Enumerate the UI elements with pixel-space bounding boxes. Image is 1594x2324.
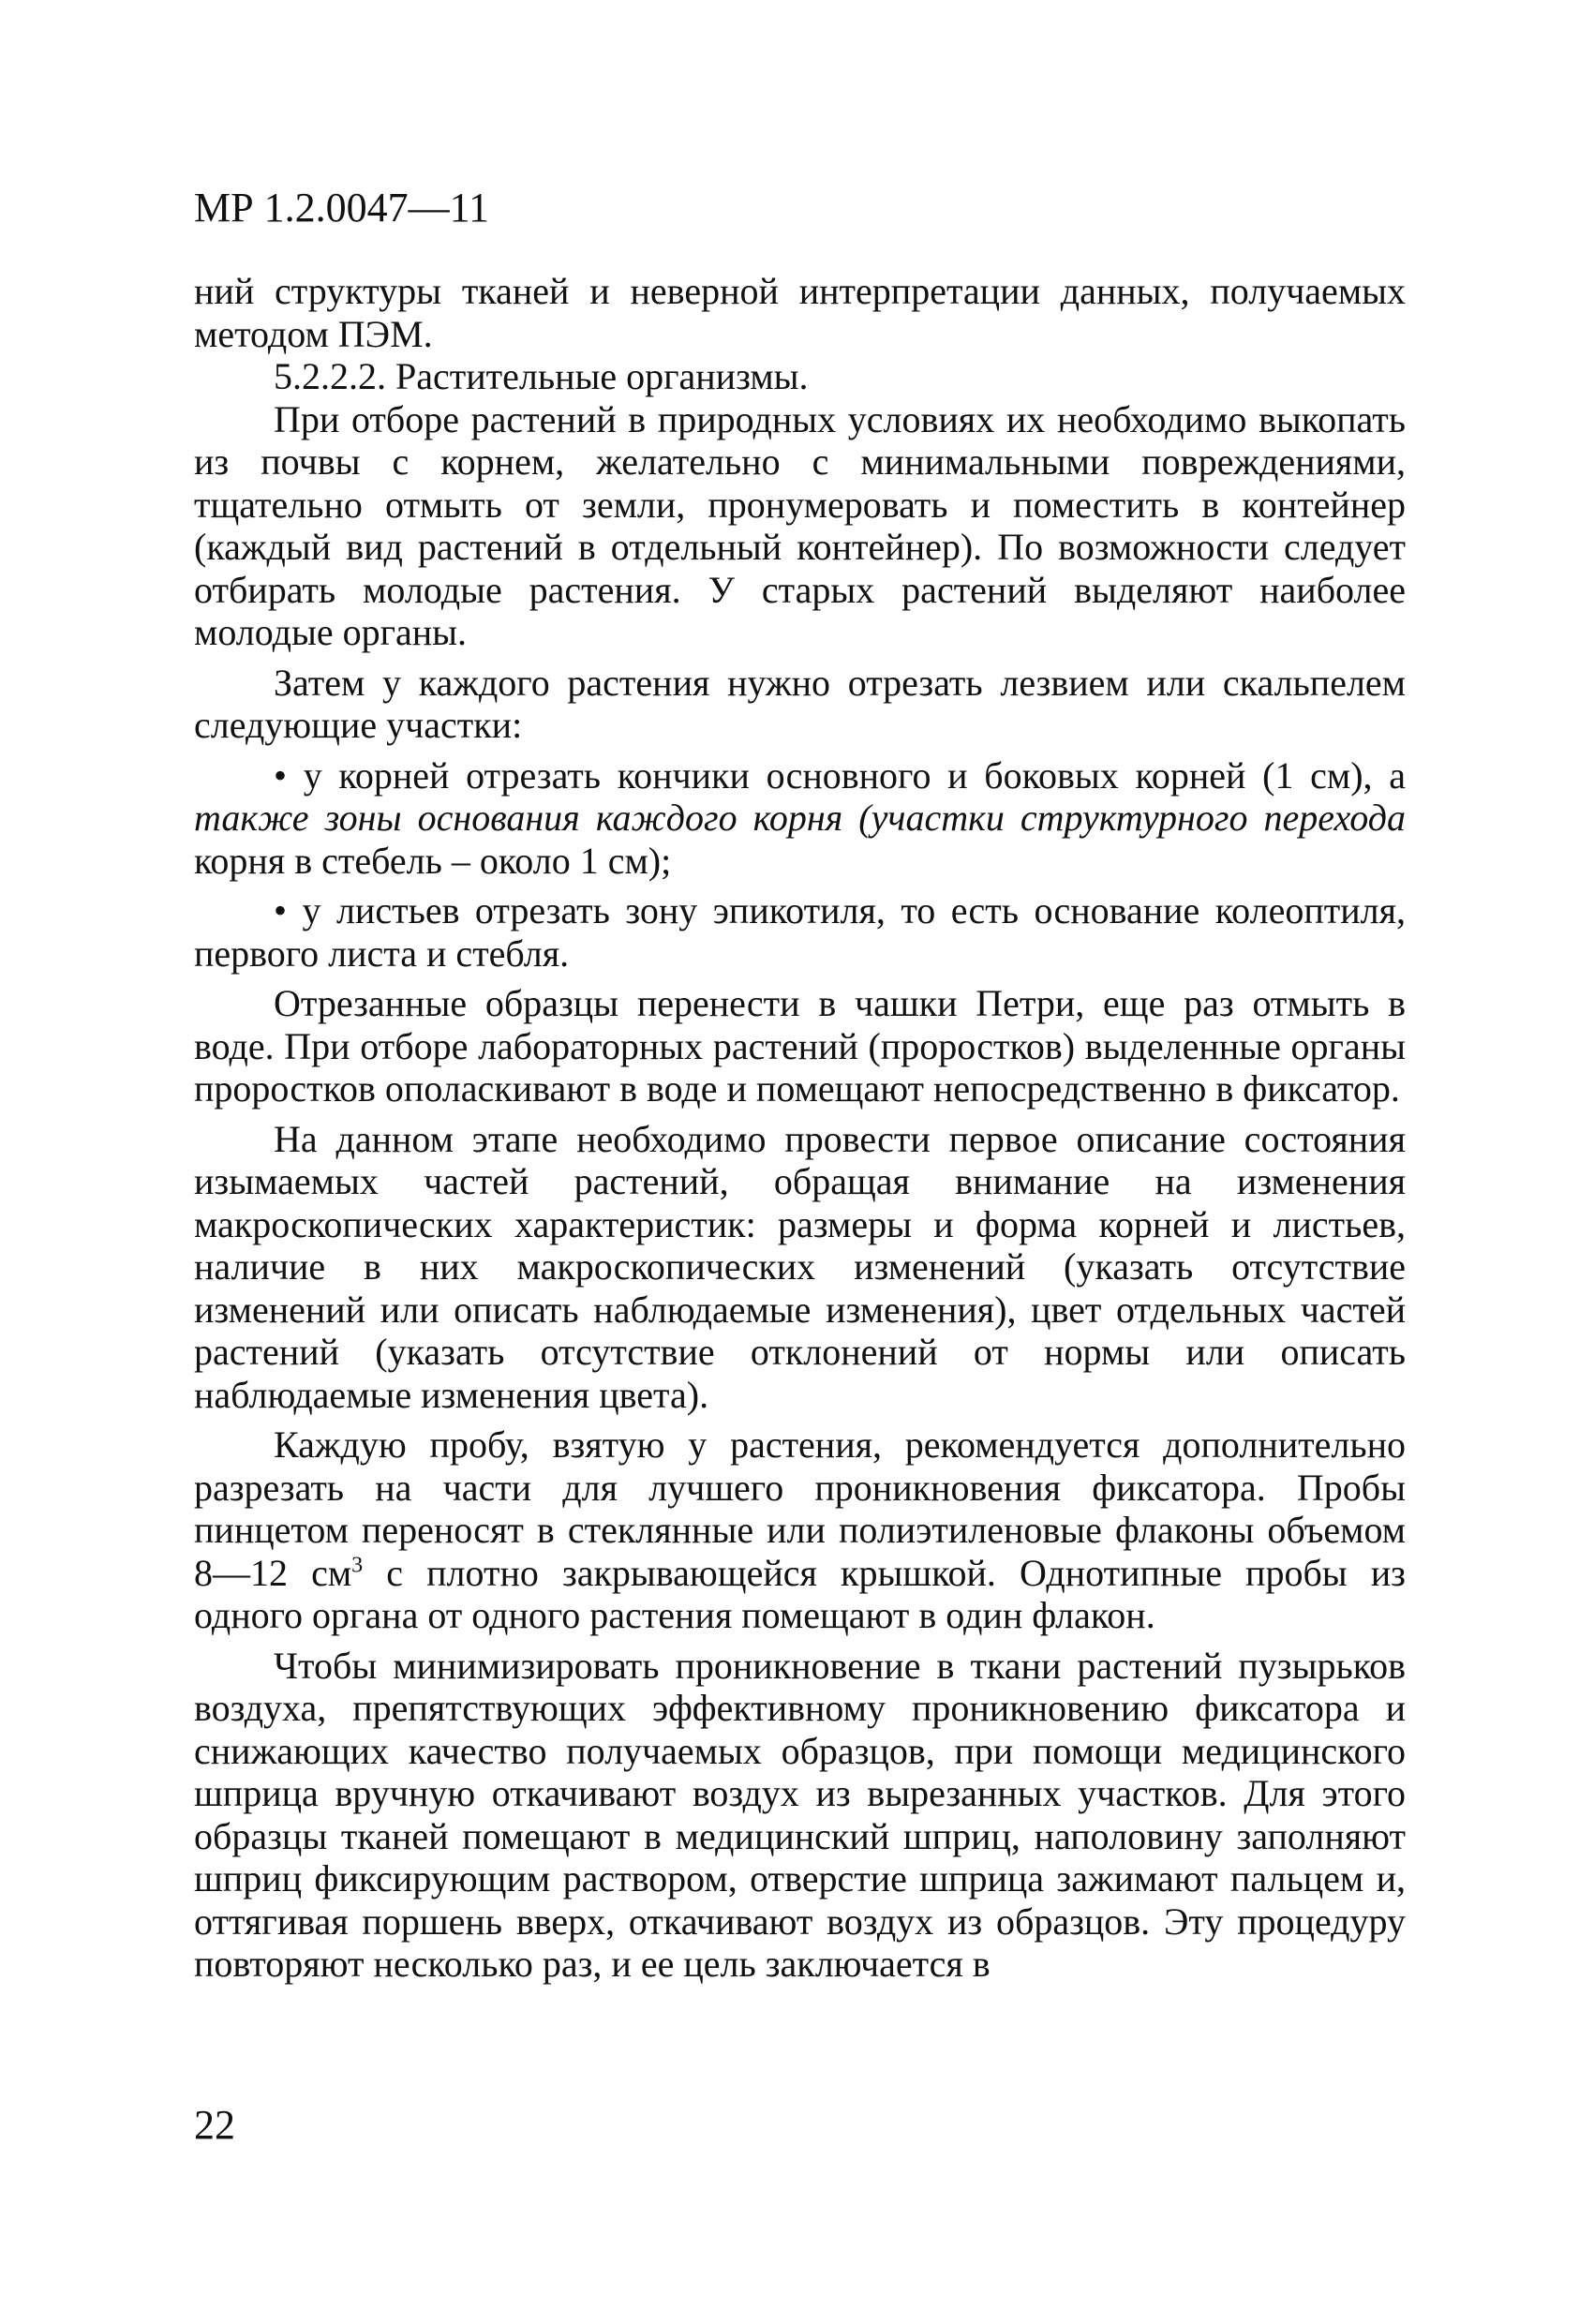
paragraph-text: с плотно закрывающейся крышкой. Однотипные пробы из одного органа от одного растения помещают в один флакон. — [194, 1551, 1406, 1636]
paragraph-continuation: ний структуры тканей и неверной интерпретации данных, получаемых методом ПЭМ. — [194, 270, 1406, 355]
bullet-icon: • — [274, 753, 288, 797]
page-number: 22 — [194, 2102, 235, 2148]
paragraph: На данном этапе необходимо провести первое описание состояния изымаемых частей растений, обращая внимание на изменения макроскопических характеристик: размеры и форма корней и листьев, наличие в них макроскопических изменений (указать отсутствие изменений или описать наблюдаемые изменения), цвет отдельных частей растений (указать отсутствие отклонений от нормы или описать наблюдаемые изменения цвета). — [194, 1117, 1406, 1416]
bullet-text-italic: также зоны основания каждого корня (участки структурного перехода — [194, 797, 1406, 839]
bullet-text: у корней отрезать кончики основного и боковых корней (1 см), а — [303, 753, 1406, 797]
paragraph-text: Каждую пробу, взятую у растения, рекомендуется дополнительно разрезать на части для лучшего проникновения фиксатора. Пробы пинцетом переносят в стеклянные или полиэтиленовые флаконы объемом 8—12 см — [194, 1423, 1406, 1594]
paragraph: Затем у каждого растения нужно отрезать лезвием или скальпелем следующие участки: — [194, 661, 1406, 746]
bullet-item — [194, 754, 1406, 883]
body-text — [194, 270, 1406, 1986]
bullet-text: корня в стебель – около 1 см); — [194, 839, 672, 882]
section-heading: 5.2.2.2. Растительные организмы. — [274, 355, 809, 397]
paragraph: Отрезанные образцы перенести в чашки Петри, еще раз отмыть в воде. При отборе лабораторных растений (проростков) выделенные органы проростков ополаскивают в воде и помещают непосредственно в фиксатор. — [194, 982, 1406, 1110]
bullet-icon: • — [274, 889, 288, 931]
bullet-text: у листьев отрезать зону эпикотиля, то есть основание колеоптиля, первого листа и стебля. — [194, 889, 1407, 975]
paragraph — [194, 1423, 1406, 1637]
superscript: 3 — [351, 1553, 364, 1578]
paragraph: При отборе растений в природных условиях их необходимо выкопать из почвы с корнем, желательно с минимальными повреждениями, тщательно отмыть от земли, пронумеровать и поместить в контейнер (каждый вид растений в отдельный контейнер). По возможности следует отбирать молодые растения. У старых растений выделяют наиболее молодые органы. — [194, 397, 1406, 653]
paragraph: Чтобы минимизировать проникновение в ткани растений пузырьков воздуха, препятствующих эффективному проникновению фиксатора и снижающих качество получаемых образцов, при помощи медицинского шприца вручную откачивают воздух из вырезанных участков. Для этого образцы тканей помещают в медицинский шприц, наполовину заполняют шприц фиксирующим раствором, отверстие шприца зажимают пальцем и, оттягивая поршень вверх, откачивают воздух из образцов. Эту процедуру повторяют несколько раз, и ее цель заключается в — [194, 1644, 1406, 1985]
bullet-item — [194, 889, 1406, 975]
document-code-header: МР 1.2.0047—11 — [194, 185, 489, 231]
